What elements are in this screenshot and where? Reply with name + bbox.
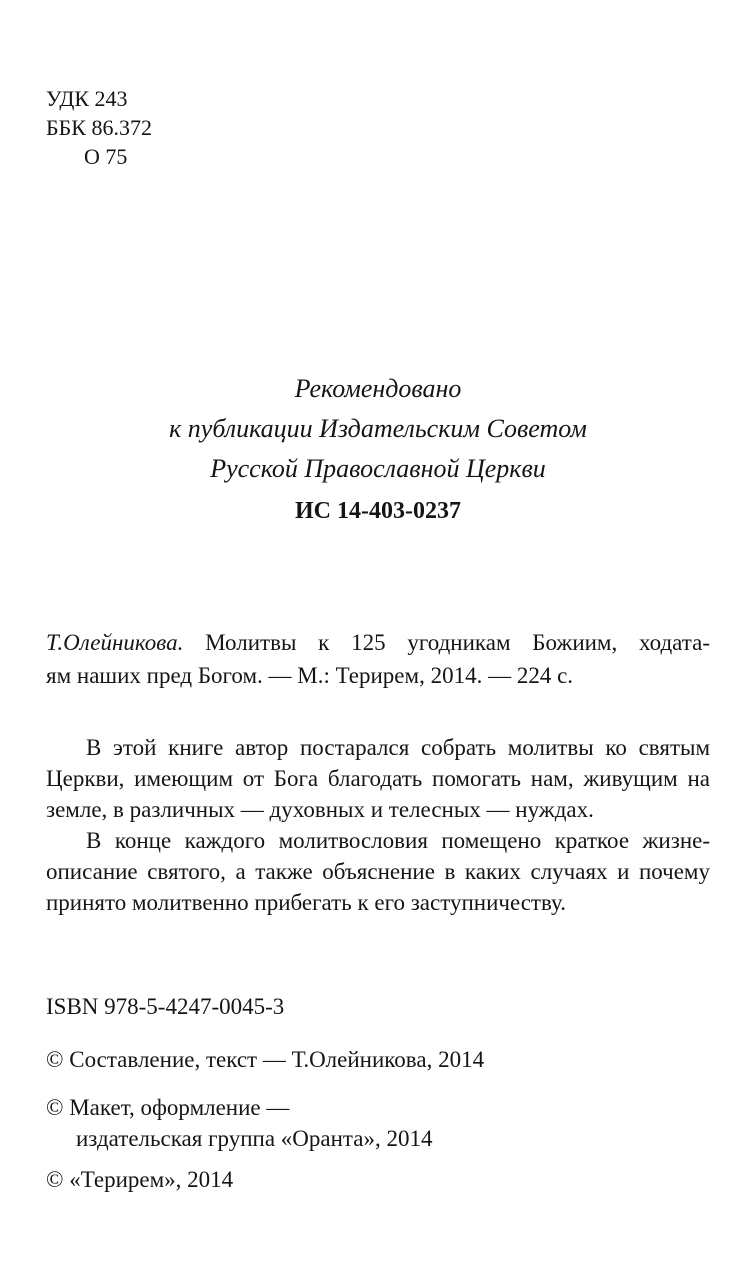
bibliographic-line [46, 626, 710, 659]
copyright-entry [46, 1164, 710, 1195]
copyright-entry [46, 1044, 710, 1075]
copyright-line: © Составление, текст — Т.Олейникова, 2014 [46, 1047, 485, 1072]
copyright-line: © «Терирем», 2014 [46, 1167, 234, 1192]
author-sign-line: О 75 [84, 144, 128, 169]
udc-line: УДК 243 [46, 86, 128, 111]
annotation-block [46, 732, 710, 918]
annotation-line: В конце каждого молитвословия помещено краткое жизне- [86, 828, 710, 853]
approval-block [46, 369, 710, 526]
approval-line: Русской Православной Церкви [210, 454, 546, 483]
approval-line: к публикации Издательским Советом [169, 414, 587, 443]
copyright-entry [46, 1092, 710, 1154]
annotation-line: В этой книге автор постарался собрать молитвы ко святым [86, 735, 710, 760]
bbk-line: ББК 86.372 [46, 115, 152, 140]
author-name: Т.Олейникова. [46, 630, 184, 655]
annotation-line: принято молитвенно прибегать к его заступничеству. [46, 890, 567, 915]
annotation-line: земле, в различных — духовных и телесных — нуждах. [46, 797, 594, 822]
classification-block [46, 84, 710, 171]
approval-line: Рекомендовано [294, 374, 462, 403]
copyright-line: © Макет, оформление — [46, 1095, 290, 1120]
bibliographic-line: ям наших пред Богом. — М.: Терирем, 2014. — 224 с. [46, 663, 574, 688]
annotation-line: описание святого, а также объяснение в каких случаях и почему [46, 859, 710, 884]
bibliographic-entry [46, 626, 710, 692]
is-number: ИС 14-403-0237 [295, 498, 461, 524]
copyright-line: издательская группа «Оранта», 2014 [76, 1126, 433, 1151]
annotation-line: Церкви, имеющим от Бога благодать помогать нам, живущим на [46, 766, 710, 791]
isbn-line: ISBN 978-5-4247-0045-3 [46, 994, 285, 1019]
bibliographic-title: Молитвы к 125 угодникам Божиим, ходата- [183, 630, 710, 655]
